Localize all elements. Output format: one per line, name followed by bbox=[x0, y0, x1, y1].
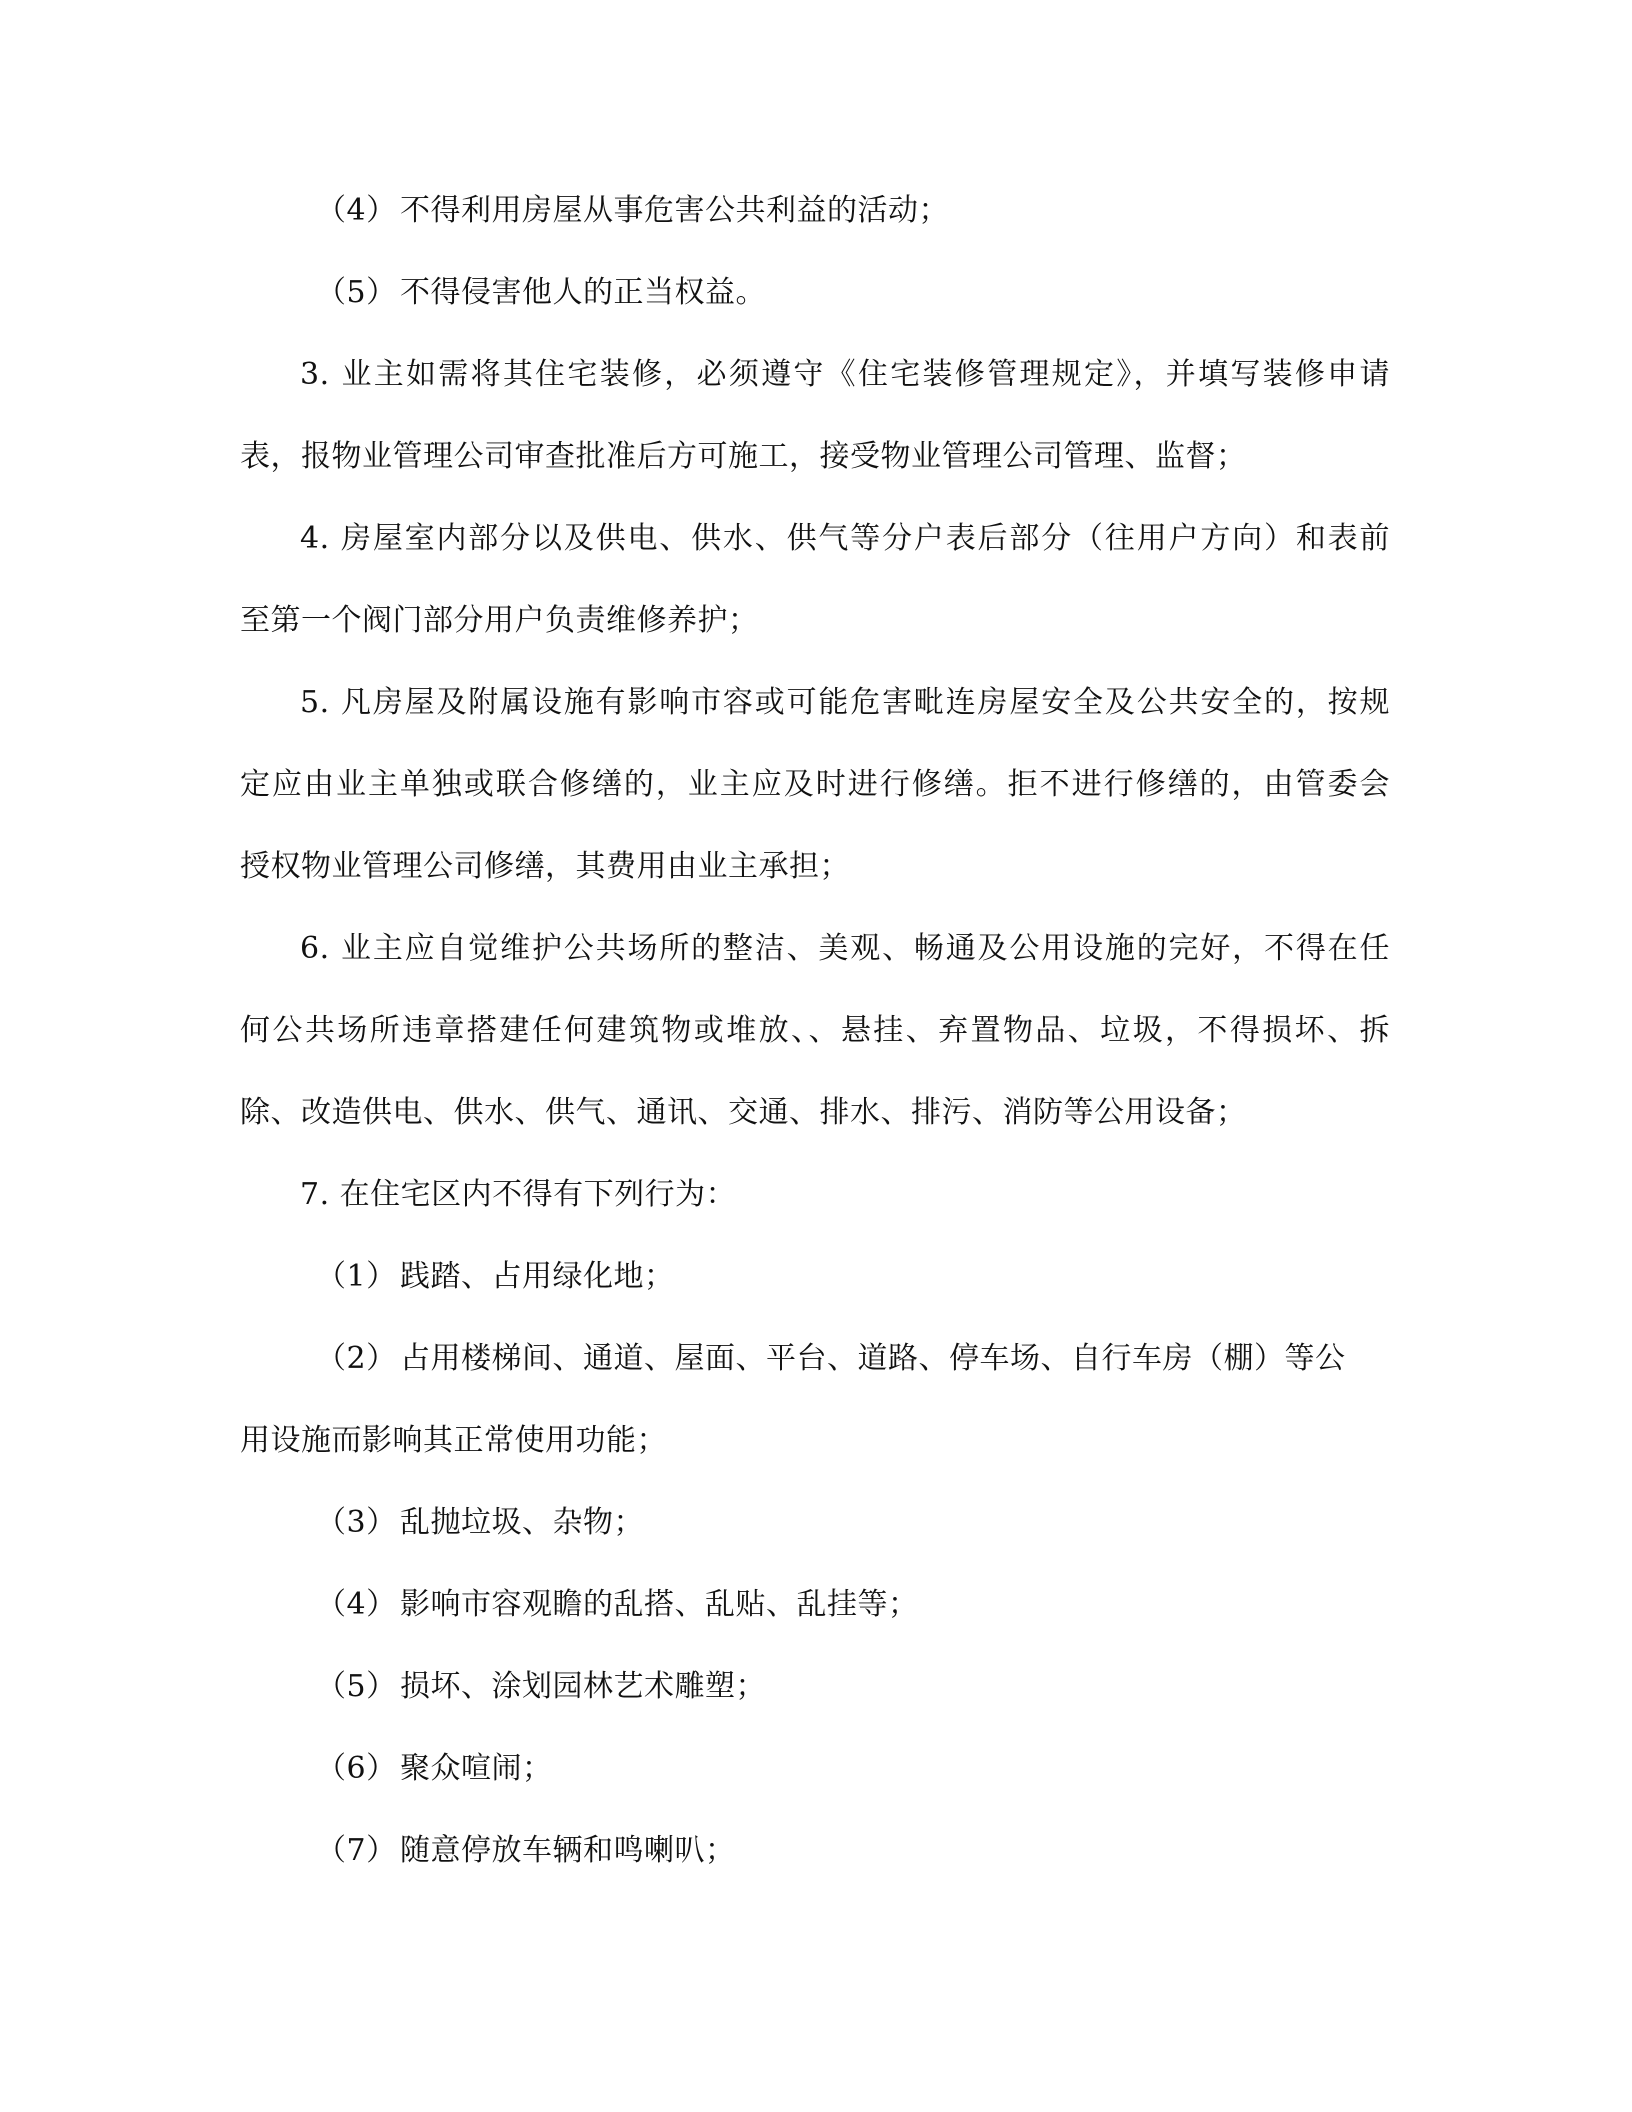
sub-item-line bbox=[316, 1728, 553, 1810]
paragraph-line: 用设施而影响其正常使用功能； bbox=[240, 1423, 667, 1458]
sub-item-line bbox=[316, 1810, 736, 1892]
sub-item-text: 践踏、占用绿化地； bbox=[400, 1259, 675, 1294]
sub-item-text: 不得侵害他人的正当权益。 bbox=[400, 275, 766, 310]
sub-item-number: （3） bbox=[316, 1505, 397, 1540]
sub-item-text: 占用楼梯间、通道、屋面、平台、道路、停车场、自行车房（棚）等公 bbox=[400, 1341, 1346, 1376]
paragraph-line: 授权物业管理公司修缮，其费用由业主承担； bbox=[240, 849, 850, 884]
sub-item-line bbox=[316, 1564, 919, 1646]
sub-item-number: （5） bbox=[316, 1669, 397, 1704]
sub-item-number: （4） bbox=[316, 193, 397, 228]
sub-item-number: （2） bbox=[316, 1341, 397, 1376]
sub-item-text: 随意停放车辆和鸣喇叭； bbox=[400, 1833, 736, 1868]
paragraph-line: 7. 在住宅区内不得有下列行为： bbox=[300, 1177, 737, 1212]
paragraph-line: 4. 房屋室内部分以及供电、供水、供气等分户表后部分（往用户方向）和表前 bbox=[300, 521, 1390, 556]
paragraph-line: 定应由业主单独或联合修缮的，业主应及时进行修缮。拒不进行修缮的，由管委会 bbox=[240, 767, 1390, 802]
sub-item-text: 聚众喧闹； bbox=[400, 1751, 553, 1786]
sub-item-number: （1） bbox=[316, 1259, 397, 1294]
paragraph-line: 何公共场所违章搭建任何建筑物或堆放、、悬挂、弃置物品、垃圾，不得损坏、拆 bbox=[240, 1013, 1390, 1048]
sub-item-text: 不得利用房屋从事危害公共利益的活动； bbox=[400, 193, 949, 228]
sub-item-text: 影响市容观瞻的乱搭、乱贴、乱挂等； bbox=[400, 1587, 919, 1622]
sub-item-number: （5） bbox=[316, 275, 397, 310]
paragraph-line: 6. 业主应自觉维护公共场所的整洁、美观、畅通及公用设施的完好，不得在任 bbox=[300, 931, 1390, 966]
sub-item-line bbox=[316, 1482, 644, 1564]
sub-item-line bbox=[316, 252, 766, 334]
sub-item-text: 损坏、涂划园林艺术雕塑； bbox=[400, 1669, 766, 1704]
sub-item-line bbox=[316, 1236, 675, 1318]
sub-item-number: （4） bbox=[316, 1587, 397, 1622]
sub-item-number: （6） bbox=[316, 1751, 397, 1786]
sub-item-line bbox=[316, 170, 949, 252]
paragraph-line: 至第一个阀门部分用户负责维修养护； bbox=[240, 603, 759, 638]
paragraph-line: 3. 业主如需将其住宅装修，必须遵守《住宅装修管理规定》，并填写装修申请 bbox=[300, 357, 1390, 392]
sub-item-line bbox=[316, 1646, 766, 1728]
sub-item-line bbox=[316, 1318, 1346, 1400]
paragraph-line: 表，报物业管理公司审查批准后方可施工，接受物业管理公司管理、监督； bbox=[240, 439, 1247, 474]
paragraph-line: 5. 凡房屋及附属设施有影响市容或可能危害毗连房屋安全及公共安全的，按规 bbox=[300, 685, 1390, 720]
sub-item-text: 乱抛垃圾、杂物； bbox=[400, 1505, 644, 1540]
sub-item-number: （7） bbox=[316, 1833, 397, 1868]
paragraph-line: 除、改造供电、供水、供气、通讯、交通、排水、排污、消防等公用设备； bbox=[240, 1095, 1247, 1130]
